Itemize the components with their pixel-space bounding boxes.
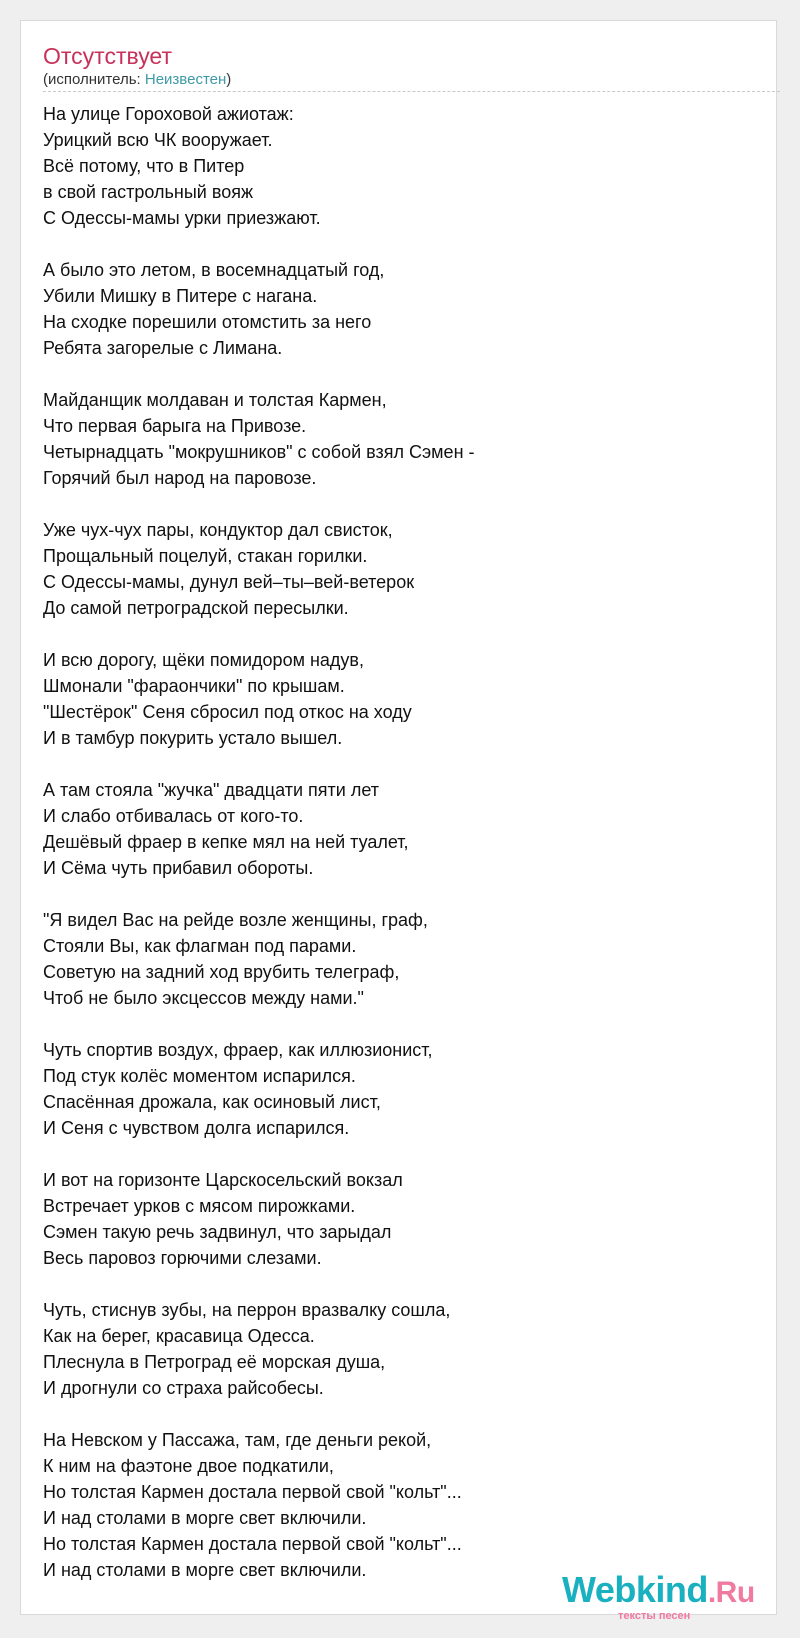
lyrics-stanza xyxy=(43,387,763,491)
lyrics-line: И над столами в морге свет включили. xyxy=(43,1560,367,1580)
lyrics-line: Урицкий всю ЧК вооружает. xyxy=(43,130,273,150)
lyrics-stanza xyxy=(43,647,763,751)
lyrics-line: "Шестёрок" Сеня сбросил под откос на ходу xyxy=(43,702,412,722)
lyrics-line: Чуть спортив воздух, фраер, как иллюзионист, xyxy=(43,1040,433,1060)
lyrics-stanza xyxy=(43,1427,763,1583)
lyrics-line: С Одессы-мамы урки приезжают. xyxy=(43,208,321,228)
lyrics-line: И над столами в морге свет включили. xyxy=(43,1508,367,1528)
lyrics-stanza xyxy=(43,517,763,621)
lyrics-stanza xyxy=(43,1167,763,1271)
lyrics-line: И Сёма чуть прибавил обороты. xyxy=(43,858,314,878)
lyrics-stanza xyxy=(43,777,763,881)
lyrics-line: в свой гастрольный вояж xyxy=(43,182,254,202)
lyrics-line: Как на берег, красавица Одесса. xyxy=(43,1326,315,1346)
lyrics-line: Стояли Вы, как флагман под парами. xyxy=(43,936,357,956)
lyrics-card xyxy=(20,20,777,1615)
lyrics-line: И вот на горизонте Царскосельский вокзал xyxy=(43,1170,403,1190)
lyrics-line: А там стояла "жучка" двадцати пяти лет xyxy=(43,780,379,800)
lyrics-line: И дрогнули со страха райсобесы. xyxy=(43,1378,324,1398)
lyrics-line: На Невском у Пассажа, там, где деньги рекой, xyxy=(43,1430,432,1450)
lyrics-line: И всю дорогу, щёки помидором надув, xyxy=(43,650,364,670)
lyrics-line: Весь паровоз горючими слезами. xyxy=(43,1248,322,1268)
lyrics-line: Сэмен такую речь задвинул, что зарыдал xyxy=(43,1222,392,1242)
lyrics-line: Но толстая Кармен достала первой свой "кольт"... xyxy=(43,1534,462,1554)
lyrics-line: Но толстая Кармен достала первой свой "кольт"... xyxy=(43,1482,462,1502)
lyrics-line: Дешёвый фраер в кепке мял на ней туалет, xyxy=(43,832,409,852)
artist-prefix: (исполнитель: xyxy=(43,71,145,88)
lyrics-line: Убили Мишку в Питере с нагана. xyxy=(43,286,318,306)
lyrics-line: Встречает урков с мясом пирожками. xyxy=(43,1196,356,1216)
lyrics-line: Уже чух-чух пары, кондуктор дал свисток, xyxy=(43,520,393,540)
lyrics-line: Шмонали "фараончики" по крышам. xyxy=(43,676,345,696)
logo-wordmark xyxy=(562,1570,755,1613)
logo-tagline: тексты песен xyxy=(618,1610,691,1622)
song-title: Отсутствует xyxy=(43,43,172,69)
logo-brand: Webkind xyxy=(562,1569,708,1610)
lyrics-line: На сходке порешили отомстить за него xyxy=(43,312,372,332)
lyrics-body xyxy=(43,101,763,1609)
lyrics-line: Что первая барыга на Привозе. xyxy=(43,416,307,436)
artist-line xyxy=(43,71,231,89)
lyrics-line: До самой петроградской пересылки. xyxy=(43,598,349,618)
lyrics-line: Под стук колёс моментом испарился. xyxy=(43,1066,356,1086)
lyrics-line: Всё потому, что в Питер xyxy=(43,156,245,176)
lyrics-stanza xyxy=(43,1297,763,1401)
lyrics-line: С Одессы-мамы, дунул вей–ты–вей-ветерок xyxy=(43,572,415,592)
lyrics-line: Советую на задний ход врубить телеграф, xyxy=(43,962,400,982)
lyrics-stanza xyxy=(43,257,763,361)
lyrics-line: А было это летом, в восемнадцатый год, xyxy=(43,260,385,280)
lyrics-line: Четырнадцать "мокрушников" с собой взял Сэмен - xyxy=(43,442,475,462)
lyrics-line: Майданщик молдаван и толстая Кармен, xyxy=(43,390,387,410)
lyrics-line: К ним на фаэтоне двое подкатили, xyxy=(43,1456,334,1476)
artist-link[interactable]: Неизвестен xyxy=(144,71,227,88)
lyrics-line: Чтоб не было эксцессов между нами." xyxy=(43,988,364,1008)
lyrics-line: На улице Гороховой ажиотаж: xyxy=(43,104,294,124)
lyrics-line: Прощальный поцелуй, стакан горилки. xyxy=(43,546,368,566)
artist-suffix: ) xyxy=(226,71,232,88)
lyrics-line: Плеснула в Петроград её морская душа, xyxy=(43,1352,386,1372)
lyrics-stanza xyxy=(43,907,763,1011)
lyrics-line: Чуть, стиснув зубы, на перрон вразвалку сошла, xyxy=(43,1300,451,1320)
title-divider xyxy=(43,91,780,92)
webkind-logo[interactable] xyxy=(562,1570,762,1626)
lyrics-line: И в тамбур покурить устало вышел. xyxy=(43,728,343,748)
lyrics-line: Ребята загорелые с Лимана. xyxy=(43,338,283,358)
lyrics-line: Спасённая дрожала, как осиновый лист, xyxy=(43,1092,381,1112)
lyrics-line: Горячий был народ на паровозе. xyxy=(43,468,317,488)
lyrics-stanza xyxy=(43,101,763,231)
lyrics-line: "Я видел Вас на рейде возле женщины, граф, xyxy=(43,910,428,930)
lyrics-line: И слабо отбивалась от кого-то. xyxy=(43,806,304,826)
logo-tld: .Ru xyxy=(707,1576,755,1609)
lyrics-line: И Сеня с чувством долга испарился. xyxy=(43,1118,350,1138)
lyrics-stanza xyxy=(43,1037,763,1141)
